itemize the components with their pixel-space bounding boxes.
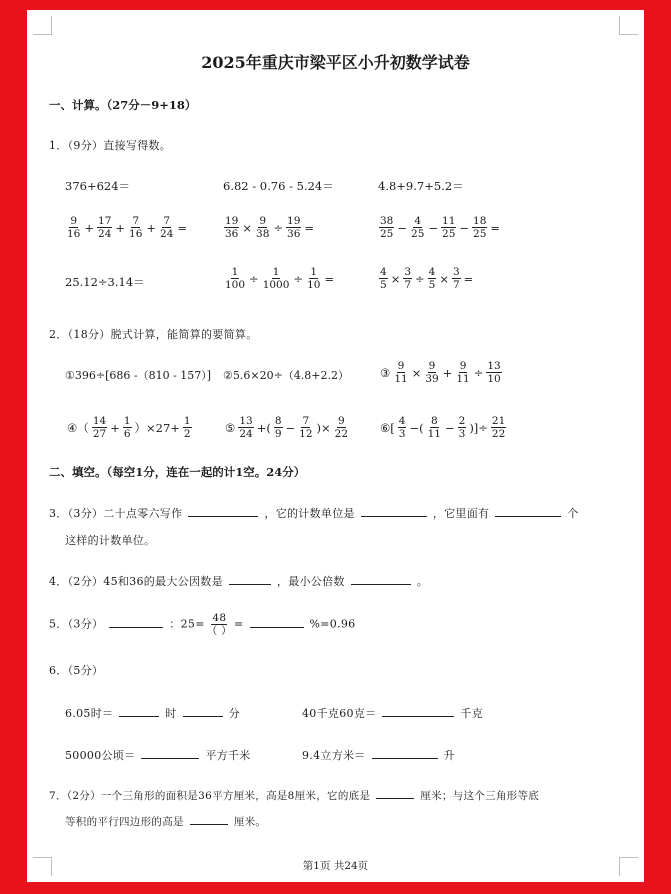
fraction-expression: ③ $\frac{9}{11}$ × $\frac{9}{39}$ + $\frac{9}{11}$ ÷ $\frac{13}{10}$ — [380, 360, 501, 385]
fraction-expression: $\frac{19}{36}$ × $\frac{9}{38}$ ÷ $\frac{19}{36}$ = — [225, 215, 315, 240]
question-text: 9.4立方米＝ 升 — [302, 746, 455, 763]
question-text: 等积的平行四边形的高是 厘米。 — [65, 812, 266, 829]
answer-blank[interactable] — [190, 812, 228, 825]
section-heading: 一、计算。（27分－9+18） — [49, 98, 197, 112]
answer-blank[interactable] — [382, 704, 454, 717]
expression: 6.82 - 0.76 - 5.24＝ — [223, 179, 334, 193]
fraction-expression: $\frac{9}{16}$ + $\frac{17}{24}$ + $\frac{7}{16}$ + $\frac{7}{24}$ = — [67, 215, 188, 240]
question-text: 6.05时＝ 时 分 — [65, 704, 240, 721]
fraction-expression: $\frac{4}{5}$ × $\frac{3}{7}$ ÷ $\frac{4}{5}$ × $\frac{3}{7}$ = — [380, 266, 474, 291]
question-text: 40千克60克＝ 千克 — [302, 704, 483, 721]
question-text: 5．（3分） ：25= $\frac{48}{( )}$ = %=0.96 — [49, 612, 356, 637]
question-text: 这样的计数单位。 — [65, 534, 156, 547]
page-number: 第1页 共24页 — [302, 860, 369, 872]
answer-blank[interactable] — [376, 786, 414, 799]
answer-blank[interactable] — [109, 615, 163, 628]
expression: 25.12÷3.14＝ — [65, 275, 145, 289]
section-heading: 二、填空。（每空1分，连在一起的计1空。24分） — [49, 465, 306, 479]
question-text: 50000公顷＝ 平方千米 — [65, 746, 251, 763]
question-text: 7．（2分）一个三角形的面积是36平方厘米，高是8厘米，它的底是 厘米；与这个三角形等底 — [49, 786, 539, 803]
question-label: 1．（9分）直接写得数。 — [49, 139, 172, 152]
answer-blank[interactable] — [495, 504, 561, 517]
answer-blank[interactable] — [183, 704, 223, 717]
answer-blank[interactable] — [229, 572, 271, 585]
question-text: 4．（2分）45和36的最大公因数是 ，最小公倍数 。 — [49, 572, 428, 589]
answer-blank[interactable] — [351, 572, 411, 585]
expression: 4.8+9.7+5.2＝ — [378, 179, 464, 193]
fraction-expression: ⑥[ $\frac{4}{3}$ −( $\frac{8}{11}$ − $\frac{2}{3}$ )]÷ $\frac{21}{22}$ — [380, 415, 506, 440]
expression: 376+624＝ — [65, 179, 131, 193]
answer-blank[interactable] — [119, 704, 159, 717]
question-label: 2．（18分）脱式计算，能简算的要简算。 — [49, 328, 258, 341]
answer-blank[interactable] — [188, 504, 258, 517]
answer-blank[interactable] — [361, 504, 427, 517]
page-title: 2025年重庆市梁平区小升初数学试卷 — [201, 53, 470, 72]
crop-mark — [33, 16, 52, 35]
answer-blank[interactable] — [250, 615, 304, 628]
fraction-expression: $\frac{1}{100}$ ÷ $\frac{1}{1000}$ ÷ $\frac{1}{10}$ = — [225, 266, 335, 291]
expression: ②5.6×20÷（4.8+2.2） — [223, 369, 349, 382]
question-text: 3．（3分）二十点零六写作 ，它的计数单位是 ，它里面有 个 — [49, 504, 579, 521]
crop-mark — [619, 16, 638, 35]
expression: ①396÷[686 -（810 - 157）] — [65, 369, 212, 382]
answer-blank[interactable] — [141, 746, 199, 759]
exam-page — [27, 10, 644, 882]
fraction-expression: $\frac{38}{25}$ − $\frac{4}{25}$ − $\frac{11}{25}$ − $\frac{18}{25}$ = — [380, 215, 501, 240]
answer-blank[interactable] — [372, 746, 438, 759]
fraction-expression: ④（ $\frac{14}{27}$ + $\frac{1}{6}$ ）×27+ $\frac{1}{2}$ — [67, 415, 191, 440]
fraction-expression: ⑤ $\frac{13}{24}$ +( $\frac{8}{9}$ − $\frac{7}{12}$ )× $\frac{9}{22}$ — [225, 415, 349, 440]
question-label: 6．（5分） — [49, 664, 104, 677]
